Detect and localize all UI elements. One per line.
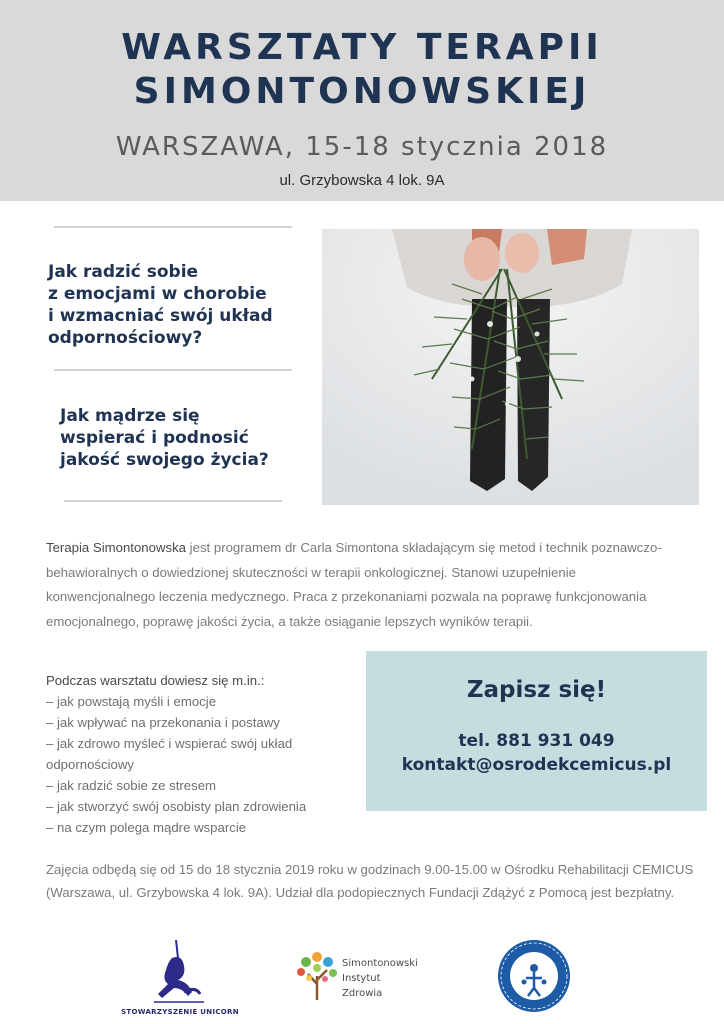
- winter-photo: [322, 229, 699, 505]
- fundacja-seal-icon: [496, 938, 572, 1014]
- page-title: WARSZTATY TERAPII SIMONTONOWSKIEJ: [121, 27, 603, 112]
- tree-icon: [294, 950, 340, 1002]
- signup-email[interactable]: kontakt@osrodekcemicus.pl: [401, 755, 672, 775]
- photo-illustration: [322, 229, 699, 505]
- signup-heading: Zapisz się!: [466, 677, 607, 703]
- therapy-description-lead: Terapia Simontonowska: [46, 540, 187, 555]
- footer-info: Zajęcia odbędą się od 15 do 18 stycznia 2019 roku w godzinach 9.00-15.00 w Ośrodku Rehabilitacji CEMICUS (Warszawa, ul. Grzybowska 4 lok. 9A). Udział dla podopiecznych Fundacji Zdążyć z Pomocą jest bezpłatny.: [46, 862, 694, 900]
- workshop-topics: [46, 670, 346, 838]
- fundacja-logo: [496, 938, 572, 1014]
- list-item: – jak wpływać na przekonania i postawy: [46, 715, 280, 730]
- list-item: – na czym polega mądre wsparcie: [46, 820, 247, 835]
- list-item: – jak stworzyć swój osobisty plan zdrowienia: [46, 799, 307, 814]
- divider: [54, 226, 292, 228]
- list-item: – jak zdrowo myśleć i wspierać swój układ odpornościowy: [46, 736, 293, 772]
- therapy-description: [46, 536, 686, 634]
- therapy-description-rest: jest programem dr Carla Simontona składającym się metod i technik poznawczo-behawioralnych o dowiedzionej skuteczności w terapii onkologicznej. Stanowi uzupełnienie konwencjonalnego leczenia medycznego. Praca z przekonaniami pozwala na poprawę funkcjonowania emocjonalnego, poprawę jakości życia, a także osiąganie lepszych wyników terapii.: [46, 540, 662, 629]
- unicorn-logo: [148, 936, 208, 1006]
- unicorn-logo-label: STOWARZYSZENIE UNICORN: [121, 1008, 239, 1016]
- signup-phone[interactable]: tel. 881 931 049: [458, 731, 615, 751]
- event-address: ul. Grzybowska 4 lok. 9A: [279, 172, 445, 189]
- divider: [54, 369, 292, 371]
- header-banner: [0, 0, 724, 201]
- event-date-location: WARSZAWA, 15-18 stycznia 2018: [115, 132, 609, 162]
- divider: [64, 500, 282, 502]
- question-2: Jak mądrze się wspierać i podnosić jakość swojego życia?: [60, 406, 269, 470]
- list-item: – jak powstają myśli i emocje: [46, 694, 217, 709]
- simonton-logo: [294, 950, 340, 1002]
- signup-box: [366, 651, 707, 811]
- unicorn-icon: [148, 936, 208, 1006]
- simonton-logo-text: Simontonowski Instytut Zdrowia: [342, 958, 418, 999]
- question-1: Jak radzić sobie z emocjami w chorobie i wzmacniać swój układ odpornościowy?: [48, 262, 273, 348]
- list-item: – jak radzić sobie ze stresem: [46, 778, 217, 793]
- workshop-topics-intro: Podczas warsztatu dowiesz się m.in.:: [46, 673, 265, 688]
